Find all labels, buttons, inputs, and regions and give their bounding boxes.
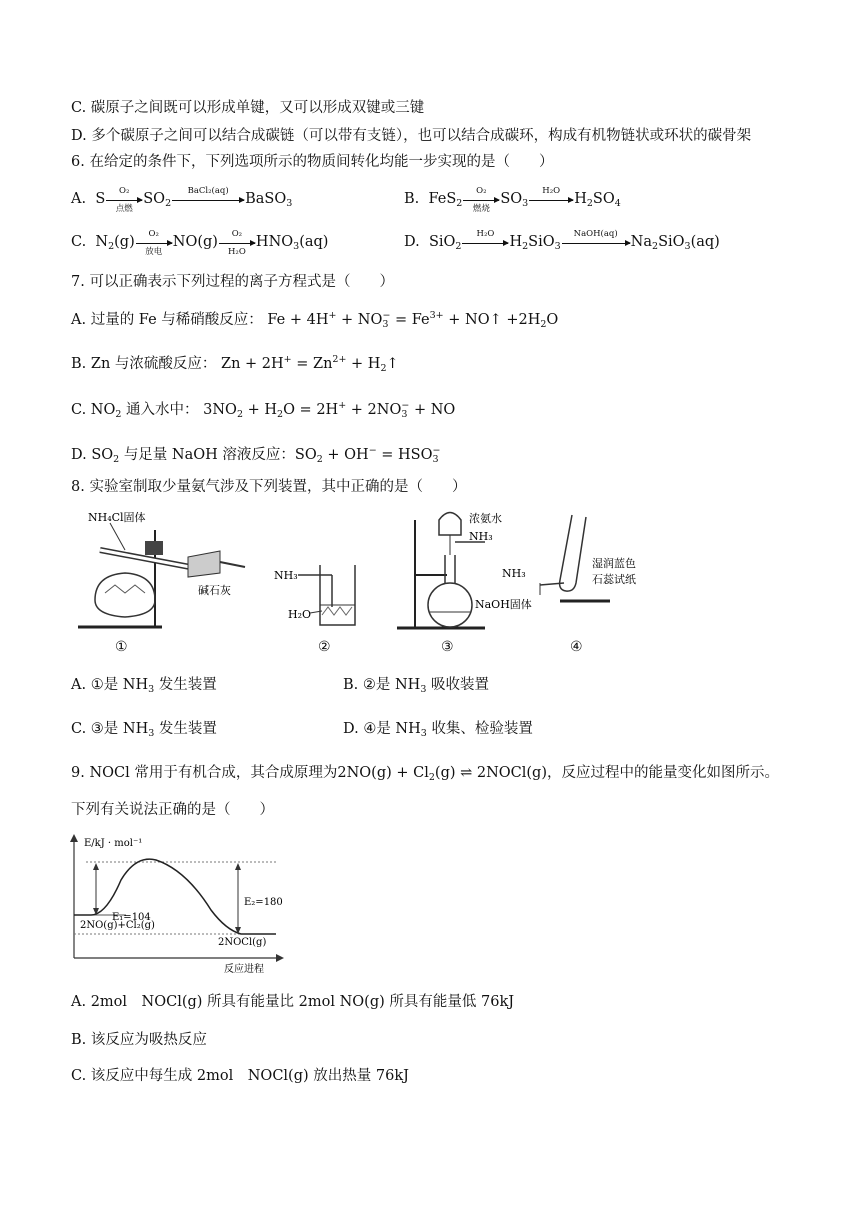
q8-option-c: C. ③是 $NH_3$ 发生装置	[71, 721, 217, 739]
q8-option-d: D. ④是 $NH_3$ 收集、检验装置	[343, 721, 533, 739]
q9-option-b: B. 该反应为吸热反应	[71, 1032, 207, 1048]
x-axis-label: 反应进程	[224, 964, 264, 975]
apparatus-figure-2	[270, 545, 370, 635]
fig1-number: ①	[115, 639, 128, 655]
apparatus-figure-4	[500, 505, 640, 610]
reaction-arrow: H₂O	[462, 241, 508, 244]
svg-text:石蕊试纸: 石蕊试纸	[592, 573, 636, 586]
q7-option-b: B. Zn 与浓硫酸反应： $Zn + 2H^+ = Zn^{2+}$ + $H_2↑$	[71, 354, 399, 374]
q9-option-a: A. 2mol NOCl(g) 所具有能量比 2mol NO(g) 所具有能量低 76kJ	[71, 994, 515, 1010]
q7-stem: 7. 可以正确表示下列过程的离子方程式是（ ）	[71, 274, 394, 290]
q9-stem-line1: 9. NOCl 常用于有机合成，其合成原理为$2NO(g) + Cl_2(g)$ ⇌ 2NOCl(g)，反应过程中的能量变化如图所示。	[71, 765, 779, 783]
reaction-arrow: O₂ 燃烧	[463, 198, 499, 201]
fig3-number: ③	[441, 639, 454, 655]
q8-option-b: B. ②是 $NH_3$ 吸收装置	[343, 677, 489, 695]
reaction-arrow: $\frac{\text{O₂}}{\text{H₂O}}$	[219, 241, 255, 244]
products-label: 2NOCl(g)	[218, 937, 267, 948]
q6-option-b: B. FeS$_2$ O₂ 燃烧 $SO_3$ H₂O $H_2SO_4$	[404, 185, 621, 214]
q6-option-c: C. $N_2(g)$ O₂ 放电 NO(g) $\frac{\text{O₂}}{\text{H₂O}}$ $HNO_3(aq)$	[71, 228, 329, 257]
reaction-arrow: BaCl₂(aq)	[172, 198, 244, 201]
q9-stem-line2: 下列有关说法正确的是（ ）	[71, 802, 274, 818]
q9-option-c: C. 该反应中每生成 2mol NOCl(g) 放出热量 76kJ	[71, 1068, 409, 1084]
svg-text:湿润蓝色: 湿润蓝色	[592, 557, 636, 570]
reaction-arrow: O₂ 点燃	[106, 198, 142, 201]
q7-option-d: D. $SO_2$ 与足量 NaOH 溶液反应：$SO_2 + OH^- = HSO_3^-$	[71, 445, 441, 465]
svg-text:NH₃: NH₃	[274, 569, 298, 582]
q7-option-c: C. $NO_2$ 通入水中： $3NO_2 + H_2O = 2H^+ + 2NO_3^-$ + NO	[71, 400, 456, 420]
reactants-label: 2NO(g)+Cl₂(g)	[80, 920, 155, 931]
svg-text:NaOH固体: NaOH固体	[475, 598, 532, 611]
reaction-arrow: NaOH(aq)	[562, 241, 630, 244]
e1-label: E₁=104	[112, 912, 151, 923]
energy-diagram	[66, 830, 286, 975]
e2-label: E₂=180	[244, 897, 283, 908]
reaction-arrow: O₂ 放电	[136, 241, 172, 244]
svg-text:H₂O: H₂O	[288, 608, 312, 621]
q6-option-d: D. SiO$_2$ H₂O $H_2SiO_3$ NaOH(aq) $Na_2SiO_3(aq)$	[404, 228, 720, 252]
apparatus-figure-1	[70, 505, 255, 635]
svg-text:NH₃: NH₃	[502, 567, 526, 580]
reaction-arrow: H₂O	[529, 198, 573, 201]
fig1-label-nh4cl: NH₄Cl固体	[88, 511, 146, 524]
q7-option-a: A. 过量的 Fe 与稀硝酸反应： $Fe + 4H^+ + NO_3^- = Fe^{3+}$ + NO↑ $+2H_2O$	[71, 310, 559, 330]
svg-text:NH₃: NH₃	[469, 530, 493, 543]
q6-option-a: A. S O₂ 点燃 $SO_2$ BaCl₂(aq) BaSO$_3$	[71, 185, 293, 214]
q6-stem: 6. 在给定的条件下，下列选项所示的物质间转化均能一步实现的是（ ）	[71, 154, 554, 170]
svg-text:浓氨水: 浓氨水	[469, 512, 502, 525]
q5-option-c: C. 碳原子之间既可以形成单键，又可以形成双键或三键	[71, 100, 425, 116]
q5-option-d: D. 多个碳原子之间可以结合成碳链（可以带有支链），也可以结合成碳环，构成有机物链状或环状的碳骨架	[71, 128, 752, 144]
fig4-number: ④	[570, 639, 583, 655]
fig2-number: ②	[318, 639, 331, 655]
q8-stem: 8. 实验室制取少量氨气涉及下列装置，其中正确的是（ ）	[71, 479, 467, 495]
y-axis-label: E/kJ · mol⁻¹	[84, 838, 143, 849]
fig1-label-soda-lime: 碱石灰	[198, 584, 231, 597]
q6-a-label: A.	[71, 191, 87, 207]
q8-option-a: A. ①是 $NH_3$ 发生装置	[71, 677, 217, 695]
